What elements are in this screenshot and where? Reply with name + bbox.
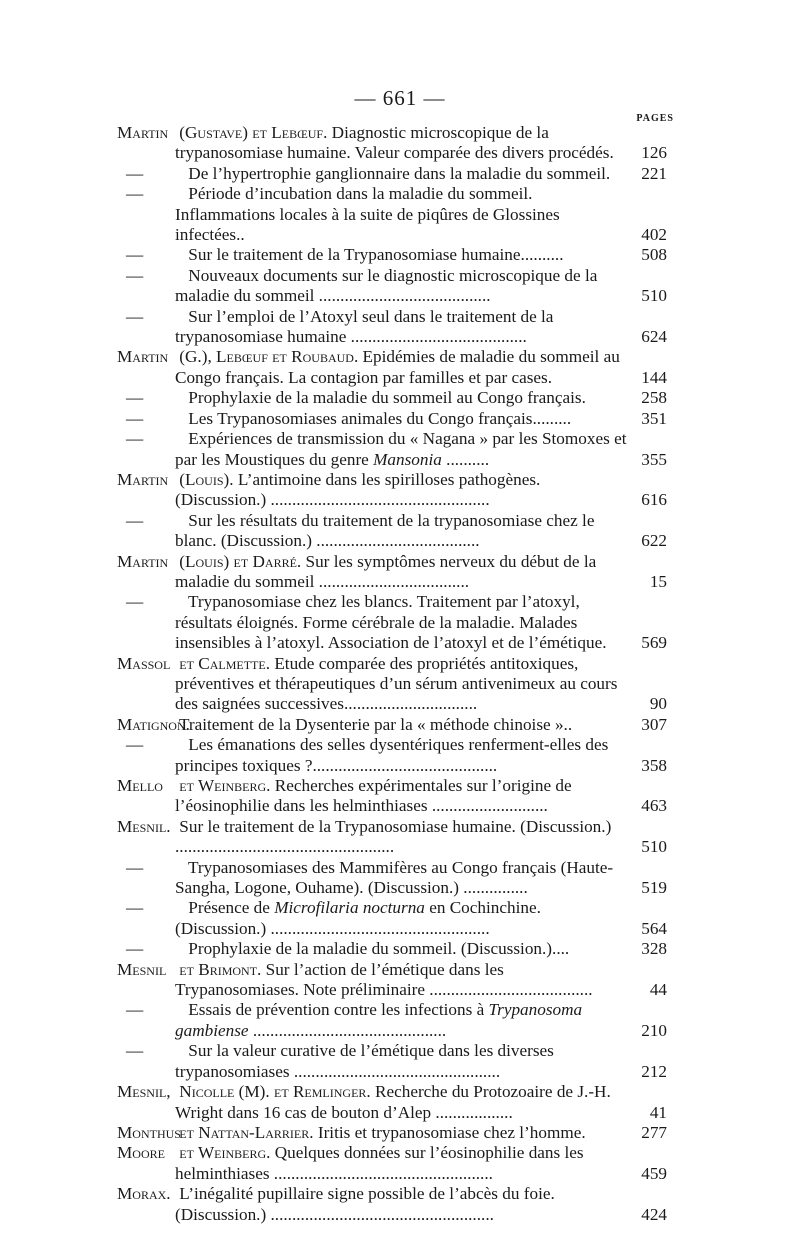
ditto-dash: — — [126, 1000, 144, 1020]
page-number: 307 — [641, 714, 667, 734]
index-entry — [117, 1143, 667, 1184]
entry-title: Traitement de la Dysenterie par la « méthode chinoise ».. — [179, 714, 573, 734]
ditto-dash: — — [126, 898, 144, 918]
entry-title: Sur l’action de l’émétique dans les Trypanosomiases. Note préliminaire ...................................... — [175, 959, 593, 1000]
page-number: 221 — [641, 163, 667, 183]
author-name: Monthus — [117, 1122, 181, 1142]
entry-title: Sur le traitement de la Trypanosomiase humaine.......... — [188, 245, 564, 265]
index-entry — [117, 715, 667, 735]
page-number: 569 — [641, 633, 667, 653]
author-details: et Weinberg. — [175, 776, 275, 795]
page-number: 258 — [641, 388, 667, 408]
ditto-dash: — — [126, 1041, 144, 1061]
page-number: 358 — [641, 755, 667, 775]
page-number: 508 — [641, 245, 667, 265]
entry-title: Prophylaxie de la maladie du sommeil. (Discussion.).... — [188, 939, 570, 959]
ditto-dash: — — [126, 388, 144, 408]
ditto-dash: — — [126, 510, 144, 530]
entry-title: Diagnostic microscopique de la trypanosomiase humaine. Valeur comparée des divers procédés. — [175, 123, 614, 163]
entry-title: L’antimoine dans les spirilloses pathogènes. (Discussion.) ................................................... — [175, 469, 541, 510]
index-entry — [117, 960, 667, 1001]
page-number: 210 — [641, 1020, 667, 1040]
page-number: 424 — [641, 1204, 667, 1224]
ditto-dash: — — [126, 245, 144, 265]
ditto-dash: — — [126, 163, 144, 183]
ditto-dash: — — [126, 857, 144, 877]
index-entry — [117, 409, 667, 429]
index-entry — [117, 592, 667, 653]
ditto-dash: — — [126, 735, 144, 755]
page-number: 212 — [641, 1061, 667, 1081]
index-entry — [117, 266, 667, 307]
index-entry — [117, 184, 667, 245]
entry-title: Nouveaux documents sur le diagnostic microscopique de la maladie du sommeil ........................................ — [175, 265, 598, 306]
ditto-dash: — — [126, 184, 144, 204]
page-number: 402 — [641, 225, 667, 245]
page-number: 328 — [641, 939, 667, 959]
index-entry — [117, 1123, 667, 1143]
index-entry — [117, 898, 667, 939]
author-details: (Gustave) et Lebœuf. — [175, 123, 332, 142]
index-entry — [117, 429, 667, 470]
index-entry — [117, 388, 667, 408]
entry-title: Expériences de transmission du « Nagana » par les Stomoxes et par les Moustiques du genre — [175, 429, 627, 469]
index-list — [117, 123, 667, 1225]
entry-title-italic: Mansonia — [373, 449, 442, 469]
entry-title: Sur les résultats du traitement de la trypanosomiase chez le blanc. (Discussion.) ...................................... — [175, 510, 595, 551]
page-number: 616 — [641, 490, 667, 510]
author-name: Morax. — [117, 1184, 171, 1204]
ditto-dash: — — [126, 306, 144, 326]
page-number: 355 — [641, 449, 667, 469]
entry-title: Prophylaxie de la maladie du sommeil au Congo français. — [188, 388, 586, 408]
author-name: Matignon. — [117, 714, 190, 734]
page-number: 144 — [641, 367, 667, 387]
entry-title: Trypanosomiases des Mammifères au Congo français (Haute-Sangha, Logone, Ouhame). (Discussion.) ............... — [175, 857, 614, 898]
entry-title: Trypanosomiase chez les blancs. Traitement par l’atoxyl, résultats éloignés. Forme cérébrale de la maladie. Malades insensibles à l’atoxyl. Association de l’atoxyl et de l’émétique. — [175, 592, 607, 653]
ditto-dash: — — [126, 592, 144, 612]
index-entry — [117, 654, 667, 715]
pages-column-label: PAGES — [636, 113, 674, 124]
index-entry — [117, 123, 667, 164]
author-details: et Brimont. — [175, 959, 266, 979]
page-number: 459 — [641, 1163, 667, 1183]
index-entry — [117, 511, 667, 552]
author-details: (Louis). — [175, 469, 238, 489]
index-entry — [117, 347, 667, 388]
index-entry — [117, 1184, 667, 1225]
author-details: Nicolle (M). et Remlinger. — [175, 1082, 375, 1102]
author-name: Martin — [117, 123, 169, 142]
page-number: 510 — [641, 286, 667, 306]
author-name: Mello — [117, 776, 163, 795]
page-number: 15 — [649, 571, 667, 591]
index-entry — [117, 245, 667, 265]
index-entry — [117, 735, 667, 776]
author-name: Mesnil. — [117, 816, 171, 836]
entry-title: Présence de — [188, 898, 275, 918]
entry-title: Sur le traitement de la Trypanosomiase humaine. (Discussion.) ................................................... — [175, 816, 612, 857]
index-entry — [117, 1041, 667, 1082]
index-entry — [117, 776, 667, 817]
entry-title: Etude comparée des propriétés antitoxiques, préventives et thérapeutiques d’un sérum antivenimeux au cours des saignées successives............................... — [175, 653, 618, 714]
author-name: Mesnil — [117, 959, 167, 979]
author-details: et Nattan-Larrier. — [175, 1122, 318, 1142]
page-number: 622 — [641, 531, 667, 551]
entry-title-italic: Microfilaria nocturna — [274, 898, 425, 918]
page-number: 510 — [641, 837, 667, 857]
author-details: (G.), Lebœuf et Roubaud. — [175, 347, 363, 367]
author-name: Martin — [117, 347, 169, 367]
page-number: 126 — [641, 143, 667, 163]
entry-title: Période d’incubation dans la maladie du sommeil. Inflammations locales à la suite de piqûres de Glossines infectées.. — [175, 184, 560, 245]
ditto-dash: — — [126, 429, 144, 449]
page-number: 624 — [641, 327, 667, 347]
page-number: 44 — [649, 980, 667, 1000]
entry-title: Sur l’emploi de l’Atoxyl seul dans le traitement de la trypanosomiase humaine ......................................... — [175, 306, 554, 347]
entry-title: Iritis et trypanosomiase chez l’homme. — [317, 1122, 586, 1142]
author-details: et Calmette. — [175, 653, 275, 673]
author-name: Moore — [117, 1143, 165, 1163]
page-number: 41 — [649, 1102, 667, 1122]
entry-title: Sur les symptômes nerveux du début de la maladie du sommeil ................................... — [175, 551, 597, 591]
entry-title: Les Trypanosomiases animales du Congo français......... — [188, 408, 572, 428]
entry-title: Epidémies de maladie du sommeil au Congo français. La contagion par familles et par cases. — [175, 347, 620, 387]
index-entry — [117, 470, 667, 511]
index-entry — [117, 552, 667, 593]
page-number: 564 — [641, 918, 667, 938]
ditto-dash: — — [126, 408, 144, 428]
entry-title-end: en Cochinchine. (Discussion.) ................................................... — [175, 898, 541, 938]
page-header: — 661 — — [354, 86, 446, 110]
author-details: (Louis) et Darré. — [175, 551, 306, 571]
entry-title: Sur la valeur curative de l’émétique dans les diverses trypanosomiases ................................................ — [175, 1041, 554, 1081]
author-name: Massol — [117, 653, 171, 673]
entry-title: Recherche du Protozoaire de J.-H. Wright dans 16 cas de bouton d’Alep .................. — [175, 1082, 611, 1122]
author-name: Martin — [117, 551, 169, 571]
entry-title-end: .......... — [441, 449, 490, 469]
entry-title: De l’hypertrophie ganglionnaire dans la maladie du sommeil. — [188, 163, 611, 183]
index-entry — [117, 939, 667, 959]
page-number: 351 — [641, 408, 667, 428]
author-name: Mesnil, — [117, 1082, 171, 1102]
page-number: 519 — [641, 878, 667, 898]
index-entry — [117, 1082, 667, 1123]
page-number: 463 — [641, 796, 667, 816]
author-name: Martin — [117, 469, 169, 489]
index-entry — [117, 817, 667, 858]
author-details: et Weinberg. — [175, 1143, 275, 1163]
index-entry — [117, 1000, 667, 1041]
page-number: 277 — [641, 1122, 667, 1142]
page-number: 90 — [649, 694, 667, 714]
ditto-dash: — — [126, 265, 144, 285]
entry-title: Recherches expérimentales sur l’origine de l’éosinophilie dans les helminthiases ........................... — [175, 776, 572, 816]
entry-title: L’inégalité pupillaire signe possible de l’abcès du foie. (Discussion.) .................................................... — [175, 1184, 555, 1224]
index-entry — [117, 858, 667, 899]
entry-title: Quelques données sur l’éosinophilie dans les helminthiases ................................................... — [175, 1143, 584, 1183]
entry-title-end: ............................................. — [248, 1020, 447, 1040]
index-entry — [117, 307, 667, 348]
ditto-dash: — — [126, 939, 144, 959]
entry-title: Essais de prévention contre les infections à — [188, 1000, 489, 1020]
entry-title-italic: Trypanosoma gambiense — [175, 1000, 583, 1040]
entry-title: Les émanations des selles dysentériques renferment-elles des principes toxiques ?........................................... — [175, 735, 609, 775]
index-entry — [117, 164, 667, 184]
